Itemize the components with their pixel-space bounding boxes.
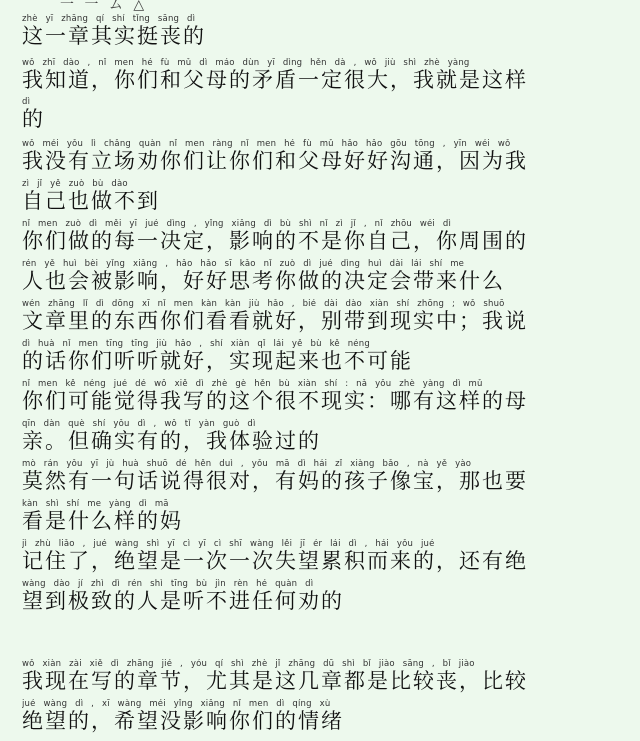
- pinyin-row: wǒ xiàn zài xiě dì zhāng jié , yóu qí shì zhè jǐ zhāng dū shì bǐ jiào sāng , bǐ jiào: [22, 659, 475, 669]
- text-line-17: [22, 699, 622, 733]
- hanzi-row: 你们做的每一决定，影响的不是你自己，你周围的: [22, 229, 528, 253]
- pinyin-row: wǒ méi yǒu lì chǎng quàn nǐ men ràng nǐ men hé fù mǔ hǎo hǎo gōu tōng , yīn wéi wǒ: [22, 139, 511, 149]
- text-line-4: [22, 139, 622, 173]
- hanzi-row: 亲。但确实有的，我体验过的: [22, 429, 321, 453]
- hanzi-row: 我现在写的章节，尤其是这几章都是比较丧，比较: [22, 669, 528, 693]
- pinyin-row: rén yě huì bèi yǐng xiǎng , hǎo hǎo sī kǎo nǐ zuò dì jué dìng huì dài lái shí me: [22, 259, 465, 269]
- hanzi-row: 自己也做不到: [22, 189, 160, 213]
- text-line-15: [22, 579, 622, 613]
- text-line-2: [22, 58, 622, 92]
- text-line-6: [22, 219, 622, 253]
- pinyin-row: nǐ men kě néng jué dé wǒ xiě dì zhè gè hěn bù xiàn shí : nǎ yǒu zhè yàng dì mǔ: [22, 379, 483, 389]
- hanzi-row: 莫然有一句话说得很对，有妈的孩子像宝，那也要: [22, 469, 528, 493]
- pinyin-row: zì jǐ yě zuò bù dào: [22, 179, 128, 189]
- text-line-12: [22, 459, 622, 493]
- pinyin-row: jué wàng dì , xī wàng méi yǐng xiǎng nǐ men dì qíng xù: [22, 699, 331, 709]
- hanzi-row: 望到极致的人是听不进任何劝的: [22, 589, 344, 613]
- text-line-7: [22, 259, 622, 293]
- hanzi-row: 绝望的，希望没影响你们的情绪: [22, 709, 344, 733]
- pinyin-row: mò rán yǒu yī jù huà shuō dé hěn duì , yǒu mā dì hái zǐ xiàng bǎo , nà yě yào: [22, 459, 472, 469]
- text-line-14: [22, 539, 622, 573]
- hanzi-row: 文章里的东西你们看看就好，别带到现实中；我说: [22, 309, 528, 333]
- hanzi-row: 我没有立场劝你们让你们和父母好好沟通，因为我: [22, 149, 528, 173]
- text-line-3: [22, 97, 622, 131]
- pinyin-row: nǐ men zuò dì měi yī jué dìng , yǐng xiǎng dì bù shì nǐ zì jǐ , nǐ zhōu wéi dì: [22, 219, 452, 229]
- cropped-text-fragment: 一 一 ム △: [60, 0, 148, 13]
- text-line-9: [22, 339, 622, 373]
- hanzi-row: 我知道，你们和父母的矛盾一定很大，我就是这样: [22, 68, 528, 92]
- text-line-13: [22, 499, 622, 533]
- pinyin-row: zhè yī zhāng qí shí tǐng sāng dì: [22, 14, 196, 24]
- pinyin-row: jì zhù liǎo , jué wàng shì yī cì yī cì shī wàng lěi jī ér lái dì , hái yǒu jué: [22, 539, 435, 549]
- hanzi-row: 记住了，绝望是一次一次失望累积而来的，还有绝: [22, 549, 528, 573]
- pinyin-row: kàn shì shí me yàng dì mā: [22, 499, 169, 509]
- text-line-10: [22, 379, 622, 413]
- pinyin-row: wǒ zhī dào , nǐ men hé fù mǔ dì máo dùn yī dìng hěn dà , wǒ jiù shì zhè yàng: [22, 58, 470, 68]
- hanzi-row: 的: [22, 107, 45, 131]
- text-line-1: [22, 14, 622, 48]
- hanzi-row: 的话你们听听就好，实现起来也不可能: [22, 349, 413, 373]
- hanzi-row: 这一章其实挺丧的: [22, 24, 206, 48]
- pinyin-row: wén zhāng lǐ dì dōng xī nǐ men kàn kàn jiù hǎo , bié dài dào xiàn shí zhōng ; wǒ shuō: [22, 299, 505, 309]
- hanzi-row: 人也会被影响，好好思考你做的决定会带来什么: [22, 269, 505, 293]
- text-line-11: [22, 419, 622, 453]
- pinyin-row: wàng dào jí zhì dì rén shì tīng bù jìn rèn hé quàn dì: [22, 579, 314, 589]
- text-line-16: [22, 659, 622, 693]
- pinyin-row: qīn dàn què shí yǒu dì , wǒ tǐ yàn guò dì: [22, 419, 256, 429]
- text-line-5: [22, 179, 622, 213]
- hanzi-row: 看是什么样的妈: [22, 509, 183, 533]
- text-line-8: [22, 299, 622, 333]
- hanzi-row: 你们可能觉得我写的这个很不现实：哪有这样的母: [22, 389, 528, 413]
- pinyin-row: dì: [22, 97, 31, 107]
- pinyin-row: dì huà nǐ men tīng tīng jiù hǎo , shí xiàn qǐ lái yě bù kě néng: [22, 339, 370, 349]
